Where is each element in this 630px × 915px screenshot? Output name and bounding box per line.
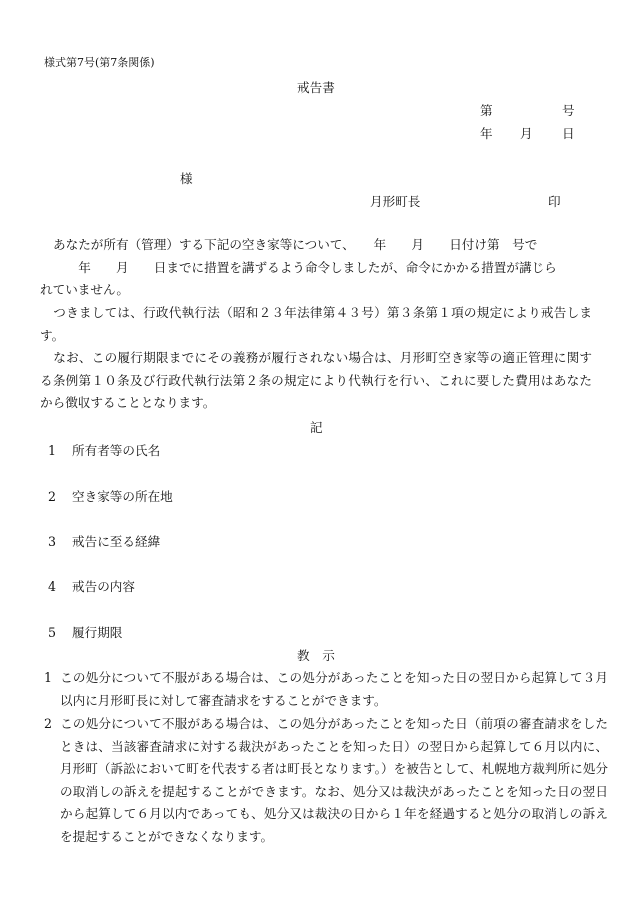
notice-heading: 教 示	[297, 648, 335, 663]
notice-text: この処分について不服がある場合は、この処分があったことを知った日（前項の審査請求をしたときは、当該審査請求に対する裁決があったことを知った日）の翌日から起算して６月以内に、月形町（訴訟において町を代表する者は町長となります。）を被告として、札幌地方裁判所に処分の取消しの訴えを提起することができます。なお、処分又は裁決があったことを知った日の翌日から起算して６月以内であっても、処分又は裁決の日から１年を経過すると処分の取消しの訴えを提起することができなくなります。	[60, 716, 608, 844]
body-p1-line1: あなたが所有（管理）する下記の空き家等について、 年 月 日付け第 号で	[53, 237, 538, 252]
document-title: 戒告書	[297, 80, 335, 95]
addressee-suffix: 様	[180, 171, 193, 186]
item-number: 3	[48, 534, 57, 549]
item-label: 戒告の内容	[72, 579, 135, 594]
body-paragraph-1	[40, 234, 592, 302]
doc-number-suffix: 号	[562, 103, 575, 118]
seal-mark: 印	[548, 194, 561, 209]
date-day: 日	[562, 126, 575, 141]
list-item	[48, 486, 173, 505]
date-month: 月	[520, 126, 533, 141]
form-label: 様式第7号(第7条関係)	[44, 56, 155, 69]
item-label: 所有者等の氏名	[72, 443, 161, 458]
notice-text: この処分について不服がある場合は、この処分があったことを知った日の翌日から起算して３月以内に月形町長に対して審査請求をすることができます。	[60, 670, 608, 708]
notice-item	[44, 713, 608, 849]
date-year: 年	[480, 126, 493, 141]
list-item	[48, 531, 160, 550]
list-item	[48, 440, 160, 459]
body-p1-line3: れていません。	[40, 282, 129, 298]
item-label: 履行期限	[72, 625, 123, 640]
body-paragraph-3	[40, 347, 592, 415]
item-label: 戒告に至る経緯	[72, 534, 161, 549]
list-item	[48, 622, 122, 641]
item-number: 4	[48, 579, 57, 594]
body-p3-text: なお、この履行期限までにその義務が履行されない場合は、月形町空き家等の適正管理に関する条例第１０条及び行政代執行法第２条の規定により代執行を行い、これに要した費用はあなたから徴収することとなります。	[40, 350, 593, 411]
notice-number: 1	[44, 670, 53, 685]
body-p1-line2: 年 月 日までに措置を講ずるよう命令しましたが、命令にかかる措置が講じら	[53, 259, 557, 275]
notice-number: 2	[44, 716, 53, 731]
body-paragraph-2	[40, 302, 592, 347]
notice-item	[44, 667, 608, 712]
item-number: 5	[48, 625, 57, 640]
item-number: 2	[48, 489, 57, 504]
ki-heading: 記	[310, 420, 323, 435]
body-p2-text: つきましては、行政代執行法（昭和２３年法律第４３号）第３条第１項の規定により戒告します。	[40, 305, 592, 343]
item-label: 空き家等の所在地	[72, 489, 173, 504]
issuer-name: 月形町長	[370, 194, 421, 209]
item-number: 1	[48, 443, 57, 458]
doc-number-prefix: 第	[480, 103, 493, 118]
list-item	[48, 576, 135, 595]
